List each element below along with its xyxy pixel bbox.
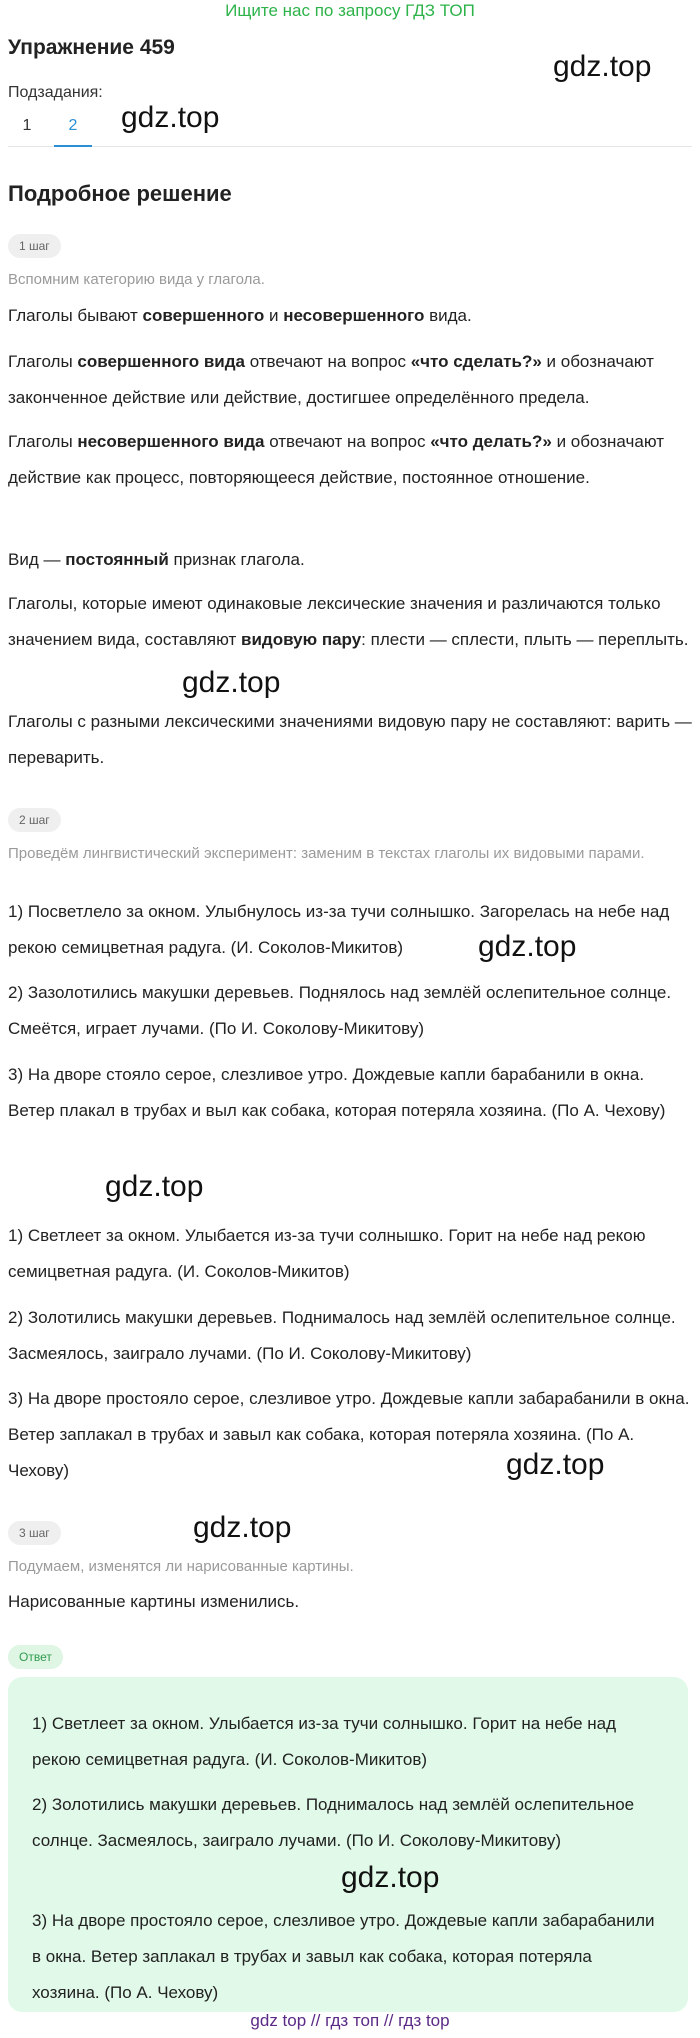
step-paragraph: Вид — постоянный признак глагола. bbox=[8, 550, 305, 569]
step-paragraph: 3) На дворе стояло серое, слезливое утро. Дождевые капли барабанили в окна. Ветер плакал в трубах и выл как собака, которая потеряла хозяина. (По А. Чехову) bbox=[8, 1065, 666, 1120]
step-hint: Проведём лингвистический эксперимент: заменим в текстах глаголы их видовыми парами. bbox=[8, 845, 645, 862]
emphasis-text: постоянный bbox=[65, 550, 169, 569]
answer-paragraph: 2) Золотились макушки деревьев. Поднималось над землёй ослепительное солнце. Засмеялось, заиграло лучами. (По И. Соколову-Микитову) bbox=[32, 1795, 635, 1850]
answer-paragraph: 1) Светлеет за окном. Улыбается из-за тучи солнышко. Горит на небе над рекою семицветная радуга. (И. Соколов-Микитов) bbox=[32, 1714, 617, 1769]
step-paragraph: 1) Посветлело за окном. Улыбнулось из-за тучи солнышко. Загорелась на небе над рекою семицветная радуга. (И. Соколов-Микитов) bbox=[8, 902, 670, 957]
emphasis-text: несовершенного вида bbox=[77, 432, 265, 451]
emphasis-text: «что делать?» bbox=[430, 432, 552, 451]
watermark: gdz.top bbox=[506, 1448, 605, 1481]
watermark: gdz.top bbox=[121, 101, 220, 134]
step-paragraph: 3) На дворе простояло серое, слезливое утро. Дождевые капли забарабанили в окна. Ветер заплакал в трубах и завыл как собака, которая потеряла хозяина. (По А. Чехову) bbox=[8, 1389, 690, 1480]
watermark: gdz.top bbox=[193, 1511, 292, 1544]
answer-box bbox=[8, 1677, 688, 2012]
watermark: gdz.top bbox=[105, 1170, 204, 1203]
step-badge: 3 шаг bbox=[8, 1521, 61, 1545]
step-badge: 1 шаг bbox=[8, 234, 61, 258]
page-title: Упражнение 459 bbox=[8, 36, 175, 59]
emphasis-text: видовую пару bbox=[241, 630, 362, 649]
step-paragraph: 2) Золотились макушки деревьев. Поднималось над землёй ослепительное солнце. Засмеялось, заиграло лучами. (По И. Соколову-Микитову) bbox=[8, 1308, 676, 1363]
answer-paragraph: 3) На дворе простояло серое, слезливое утро. Дождевые капли забарабанили в окна. Ветер заплакал в трубах и завыл как собака, которая потеряла хозяина. (По А. Чехову) bbox=[32, 1911, 655, 2002]
emphasis-text: «что сделать?» bbox=[410, 352, 542, 371]
step-paragraph: Нарисованные картины изменились. bbox=[8, 1592, 300, 1611]
step-paragraph: Глаголы, которые имеют одинаковые лексические значения и различаются только значением вида, составляют видовую пару: плести — сплести, плыть — переплыть. bbox=[8, 594, 689, 649]
watermark: gdz.top bbox=[478, 930, 577, 963]
step-paragraph: 1) Светлеет за окном. Улыбается из-за тучи солнышко. Горит на небе над рекою семицветная радуга. (И. Соколов-Микитов) bbox=[8, 1226, 646, 1281]
subtasks-label: Подзадания: bbox=[8, 84, 103, 101]
footer-links[interactable]: gdz top // гдз топ // гдз top bbox=[250, 2011, 450, 2030]
step-hint: Подумаем, изменятся ли нарисованные картины. bbox=[8, 1558, 354, 1575]
watermark: gdz.top bbox=[341, 1861, 440, 1894]
watermark: gdz.top bbox=[182, 666, 281, 699]
watermark: gdz.top bbox=[553, 50, 652, 83]
tab-1[interactable]: 1 bbox=[22, 117, 32, 134]
tab-2[interactable]: 2 bbox=[54, 112, 92, 147]
step-paragraph: Глаголы несовершенного вида отвечают на вопрос «что делать?» и обозначают действие как процесс, повторяющееся действие, постоянное отношение. bbox=[8, 432, 664, 487]
subtask-tabs bbox=[8, 112, 692, 147]
step-paragraph: Глаголы совершенного вида отвечают на вопрос «что сделать?» и обозначают законченное действие или действие, достигшее определённого предела. bbox=[8, 352, 654, 407]
step-badge: 2 шаг bbox=[8, 808, 61, 832]
emphasis-text: совершенного вида bbox=[77, 352, 245, 371]
step-paragraph: 2) Зазолотились макушки деревьев. Поднялось над землёй ослепительное солнце. Смеётся, играет лучами. (По И. Соколову-Микитову) bbox=[8, 983, 672, 1038]
section-title: Подробное решение bbox=[8, 181, 232, 206]
emphasis-text: совершенного bbox=[142, 306, 265, 325]
step-paragraph: Глаголы с разными лексическими значениями видовую пару не составляют: варить — переварить. bbox=[8, 712, 692, 767]
top-banner[interactable]: Ищите нас по запросу ГДЗ ТОП bbox=[225, 1, 475, 20]
emphasis-text: несовершенного bbox=[283, 306, 425, 325]
step-paragraph: Глаголы бывают совершенного и несовершенного вида. bbox=[8, 306, 472, 325]
step-hint: Вспомним категорию вида у глагола. bbox=[8, 271, 265, 288]
answer-badge: Ответ bbox=[8, 1645, 63, 1669]
